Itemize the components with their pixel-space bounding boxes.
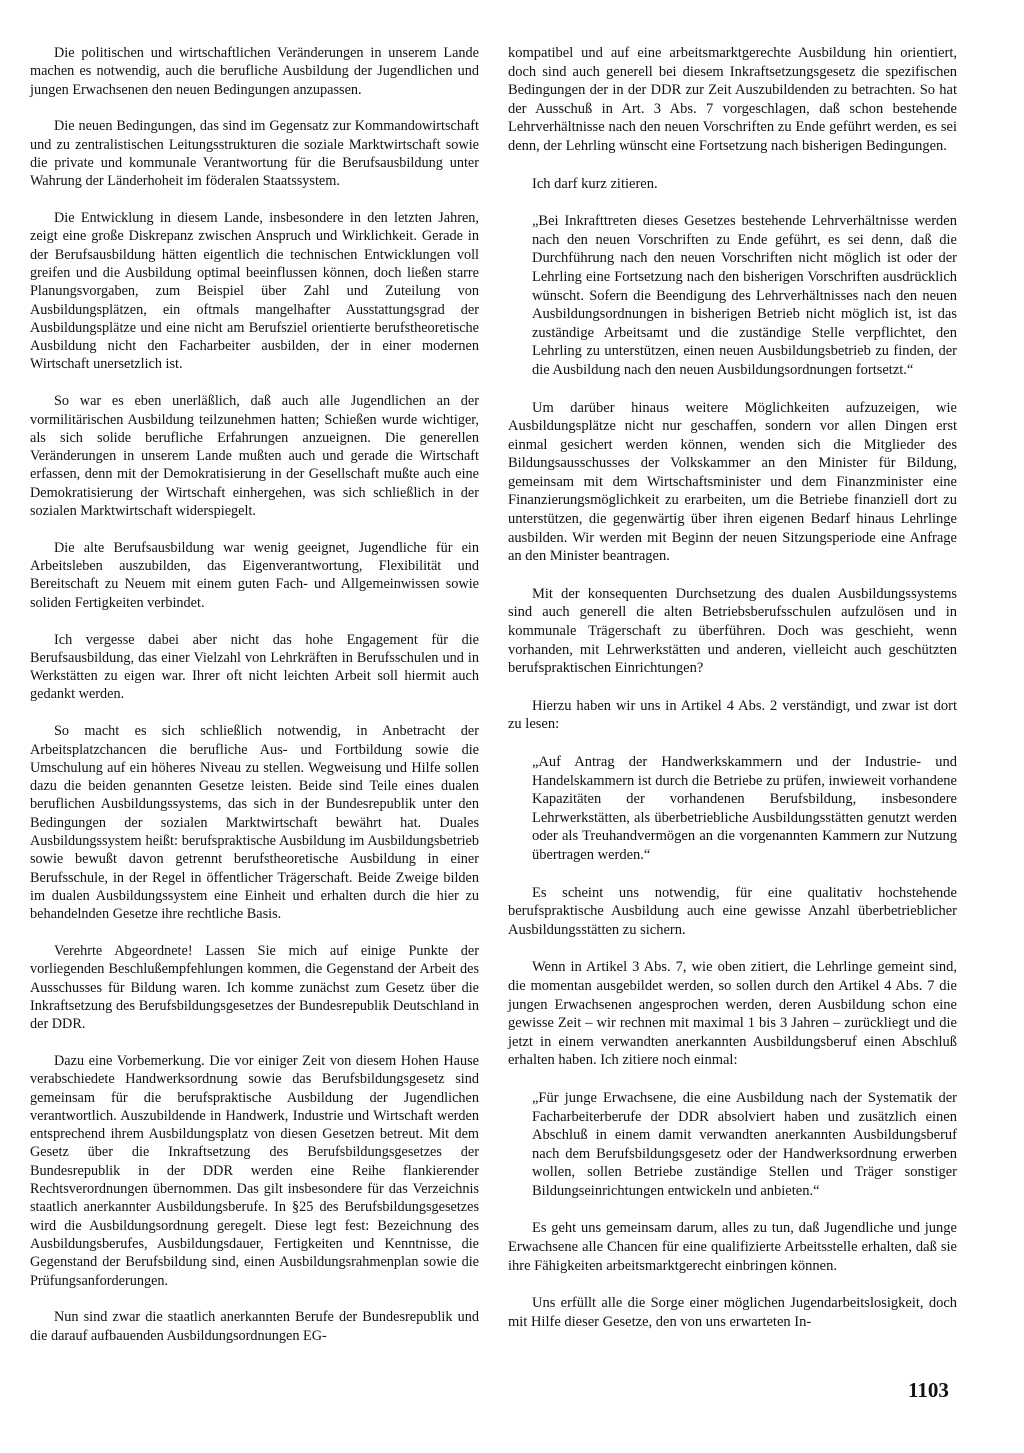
right-column <box>508 44 957 1350</box>
quotation-paragraph: „Auf Antrag der Handwerkskammern und der Industrie- und Handelskammern ist durch die Betriebe zu prüfen, inwieweit vorhandene Kapazitäten der vorhandenen Berufsbildung, insbesondere Lehrwerkstätten, als überbetriebliche Ausbildungsstätten genutzt werden oder als Treuhandvermögen an die vorgenannten Kammern zur Nutzung übertragen werden.“ <box>532 754 957 863</box>
paragraph: kompatibel und auf eine arbeitsmarktgerechte Ausbildung hin orientiert, doch sind auch generell bei diesem Inkraftsetzungsgesetz die spezifischen Bedingungen der in der DDR zur Zeit Auszubildenden zu betrachten. So hat der Ausschuß in Art. 3 Abs. 7 vorgeschlagen, daß schon bestehende Lehrverhältnisse nach den neuen Vorschriften zu Ende geführt werden, es sei denn, der Lehrling wünscht eine Fortsetzung nach bisherigen Bedingungen. <box>508 45 957 154</box>
paragraph: Hierzu haben wir uns in Artikel 4 Abs. 2 verständigt, und zwar ist dort zu lesen: <box>508 697 957 733</box>
paragraph: Uns erfüllt alle die Sorge einer möglichen Jugendarbeitslosigkeit, doch mit Hilfe dieser Gesetze, den von uns erwarteten In- <box>508 1295 957 1330</box>
paragraph: Ich darf kurz zitieren. <box>532 175 658 192</box>
paragraph: Ich vergesse dabei aber nicht das hohe Engagement für die Berufsausbildung, das einer Vielzahl von Lehrkräften in Berufsschulen und in Werkstätten zu eigen war. Ihrer oft nicht leichten Arbeit soll hiermit auch gedankt werden. <box>30 631 479 703</box>
quotation-paragraph: „Für junge Erwachsene, die eine Ausbildung nach der Systematik der Facharbeiterberufe der DDR absolviert haben und zusätzlich einen Abschluß in einem damit verwandten anerkannten Ausbildungsberuf nach dem Berufsbildungsgesetz oder der Handwerksordnung erwerben wollen, sollen Betriebe zuständige Stellen und Träger sonstiger Bildungseinrichtungen entwickeln und anbieten.“ <box>532 1089 957 1199</box>
paragraph: Die alte Berufsausbildung war wenig geeignet, Jugendliche für ein Arbeitsleben auszubilden, das Eigenverantwortung, Flexibilität und Bereitschaft zu Neuem mit einem guten Fach- und Allgemeinwissen sowie soliden Fertigkeiten verbindet. <box>30 539 479 611</box>
paragraph: Die neuen Bedingungen, das sind im Gegensatz zur Kommandowirtschaft und zu zentralistischen Leitungsstrukturen die soziale Marktwirtschaft sowie die private und kommunale Verantwortung für die Berufsausbildung unter Wahrung der Länderhoheit im föderalen Staatssystem. <box>30 118 479 190</box>
paragraph: Es scheint uns notwendig, für eine qualitativ hochstehende berufspraktische Ausbildung auch eine gewisse Anzahl überbetrieblicher Ausbildungsstätten zu sichern. <box>508 884 957 938</box>
paragraph: Nun sind zwar die staatlich anerkannten Berufe der Bundesrepublik und die darauf aufbauenden Ausbildungsordnungen EG- <box>30 1309 479 1344</box>
paragraph: Wenn in Artikel 3 Abs. 7, wie oben zitiert, die Lehrlinge gemeint sind, die momentan ausgebildet werden, so sollen durch den Artikel 4 Abs. 7 die jungen Erwachsenen angesprochen werden, deren Ausbildung schon eine gewisse Zeit – wir rechnen mit maximal 1 bis 3 Jahren – zurückliegt und die jetzt in einem verwandten anerkannten Ausbildungsberuf einen Abschluß erhalten haben. Ich zitiere noch einmal: <box>508 959 957 1069</box>
paragraph: Dazu eine Vorbemerkung. Die vor einiger Zeit von diesem Hohen Hause verabschiedete Handwerksordnung sowie das Berufsbildungsgesetz sind gemeinsam für die berufspraktische Ausbildung der Jugendlichen verantwortlich. Auszubildende in Handwerk, Industrie und Wirtschaft werden entsprechend ihrem Ausbildungsplatz von diesen Gesetzen betreut. Mit dem Gesetz über die Inkraftsetzung des Berufsbildungsgesetzes der Bundesrepublik in der DDR werden eine Reihe flankierender Rechtsverordnungen übernommen. Das gilt insbesondere für das Verzeichnis staatlich anerkannter Ausbildungsberufe. In §25 des Berufsbildungsgesetzes wird die Ausbildungsordnung geregelt. Diese legt fest: Bezeichnung des Ausbildungsberufes, Ausbildungsdauer, Fertigkeiten und Kenntnisse, die Gegenstand der Berufsbildung sind, einen Ausbildungsrahmenplan sowie die Prüfungsanforderungen. <box>30 1052 479 1289</box>
paragraph: Die Entwicklung in diesem Lande, insbesondere in den letzten Jahren, zeigt eine große Diskrepanz zwischen Anspruch und Wirklichkeit. Gerade in der Berufsausbildung hätten eigentlich die technischen Entwicklungen voll greifen und die Ausbildung optimal beeinflussen können, doch ließen starre Planungsvorgaben, zum Beispiel über Zahl und Zuteilung von Ausbildungsplätzen, ein oftmals mangelhafter Ausstattungsgrad der Ausbildungsplätze und eine nicht am Berufsziel orientierte berufstheoretische Ausbildung nicht den Facharbeiter ausbilden, der in einer modernen Wirtschaft unersetzlich ist. <box>30 210 479 373</box>
paragraph: Mit der konsequenten Durchsetzung des dualen Ausbildungssystems sind auch generell die alten Betriebsberufsschulen aufzulösen und in kommunale Trägerschaft zu überführen. Doch was geschieht, wenn vorhanden, mit Lehrwerkstätten und anderen, vielleicht auch geschützten berufspraktischen Einrichtungen? <box>508 585 957 677</box>
page-number: 1103 <box>908 1378 949 1402</box>
paragraph: Es geht uns gemeinsam darum, alles zu tun, daß Jugendliche und junge Erwachsene alle Chancen für eine qualifizierte Arbeitsstelle erhalten, daß sie ihre Fähigkeiten arbeitsmarktgerecht einbringen können. <box>508 1220 957 1274</box>
paragraph: Verehrte Abgeordnete! Lassen Sie mich auf einige Punkte der vorliegenden Beschlußempfehlungen kommen, die Gegenstand der Arbeit des Ausschusses für Bildung waren. Ich komme zunächst zum Gesetz über die Inkraftsetzung des Berufsbildungsgesetzes der Bundesrepublik Deutschland in der DDR. <box>30 942 479 1033</box>
quotation-paragraph: „Bei Inkrafttreten dieses Gesetzes bestehende Lehrverhältnisse werden nach den neuen Vorschriften zu Ende geführt, es sei denn, daß die Durchführung nach den neuen Vorschriften nicht möglich ist oder der Lehrling eine Fortsetzung nach den bisherigen Vorschriften ausdrücklich wünscht. Sofern die Beendigung des Lehrverhältnisses nach den neuen Ausbildungsordnungen in bisherigen Betrieb nicht möglich ist, ist das zuständige Arbeitsamt und die zuständige Stelle verpflichtet, den Lehrling zu unterstützen, einen neuen Ausbildungsbetrieb zu finden, der die Ausbildung nach den neuen Ausbildungsordnungen fortsetzt.“ <box>532 213 957 378</box>
paragraph: Die politischen und wirtschaftlichen Veränderungen in unserem Lande machen es notwendig, auch die berufliche Ausbildung der Jugendlichen und jungen Erwachsenen den neuen Bedingungen anzupassen. <box>30 45 479 98</box>
paragraph: Um darüber hinaus weitere Möglichkeiten aufzuzeigen, wie Ausbildungsplätze nicht nur geschaffen, sondern vor allen Dingen erst einmal gesichert werden können, wenden sich die Mitglieder des Bildungsausschusses der Volkskammer an den Minister für Bildung, gemeinsam mit dem Wirtschaftsminister und dem Finanzminister eine Finanzierungsmöglichkeit zu erarbeiten, um die Betriebe finanziell dort zu unterstützen, die gegenwärtig über ihren eigenen Bedarf hinaus Lehrlinge ausbilden. Wir werden mit Beginn der neuen Sitzungsperiode eine Anfrage an den Minister beantragen. <box>508 399 957 565</box>
paragraph: So macht es sich schließlich notwendig, in Anbetracht der Arbeitsplatzchancen die berufliche Aus- und Fortbildung sowie die Umschulung auf ein höheres Niveau zu stellen. Wegweisung und Hilfe sollen dazu die beiden genannten Gesetze leisten. Beide sind Teile eines dualen beruflichen Ausbildungssystems, das sich in der Bundesrepublik unter den Bedingungen der sozialen Marktwirtschaft bewährt hat. Duales Ausbildungssystem heißt: berufspraktische Ausbildung im Ausbildungsbetrieb sowie bewußt davon getrennt berufstheoretische Ausbildung in einer Berufsschule, in der Regel in öffentlicher Trägerschaft. Beide Zweige bilden im dualen Ausbildungssystem eine Einheit und erhalten durch die hier zu behandelnden Gesetze ihre rechtliche Basis. <box>30 723 479 923</box>
left-column <box>30 44 479 1363</box>
paragraph: So war es eben unerläßlich, daß auch alle Jugendlichen an der vormilitärischen Ausbildung teilzunehmen hatten; Schießen wurde wichtiger, als sich solide berufliche Erfahrungen anzueignen. Die generellen Veränderungen in unserem Lande mußten auch und gerade die Wirtschaft erfassen, denn mit der Demokratisierung in der Gesellschaft mußte auch eine Demokratisierung der Wirtschaft einhergehen, was sich schließlich in der sozialen Marktwirtschaft widerspiegelt. <box>30 393 479 520</box>
